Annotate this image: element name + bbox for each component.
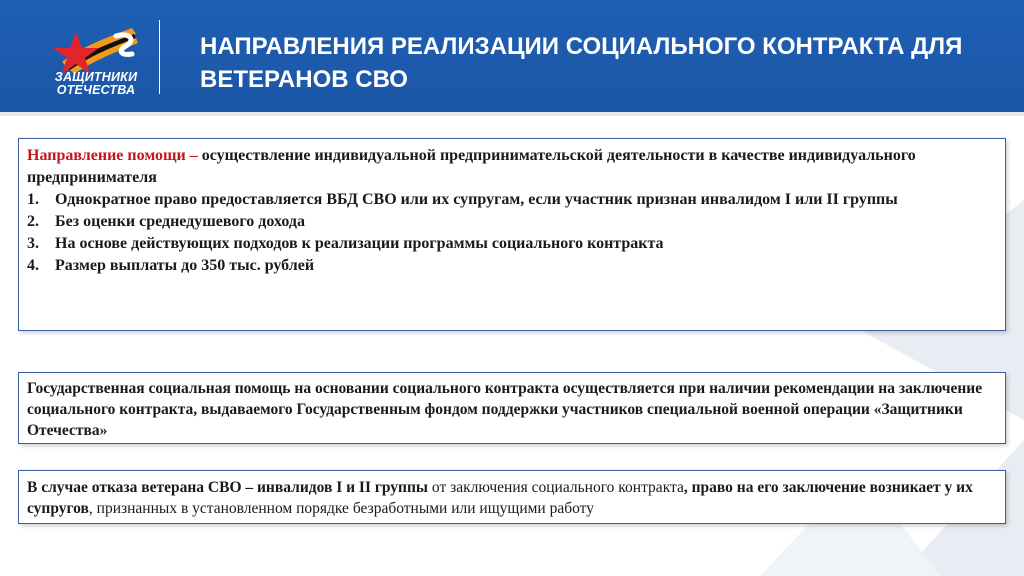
list-item — [27, 255, 997, 277]
list-item-number: 3. — [27, 235, 39, 252]
state-assistance-text: Государственная социальная помощь на основании социального контракта осуществляется при наличии рекомендации на заключение социального контракта, выдаваемого Государственным фондом поддержки участников специальной военной операции «Защитники Отечества» — [27, 380, 983, 439]
assistance-direction-lead — [27, 145, 997, 189]
logo-line-2: ОТЕЧЕСТВА — [56, 83, 136, 97]
list-item — [27, 233, 997, 255]
state-assistance-box — [18, 372, 1006, 444]
list-item — [27, 189, 997, 211]
title-line-1: НАПРАВЛЕНИЯ РЕАЛИЗАЦИИ СОЦИАЛЬНОГО КОНТРАКТА ДЛЯ — [200, 33, 963, 60]
list-item-number: 2. — [27, 213, 39, 230]
list-item-number: 1. — [27, 191, 39, 208]
refusal-part-3: , право на его заключение возникает у их супругов — [27, 479, 973, 517]
list-item-number: 4. — [27, 257, 39, 274]
logo-line-1: ЗАЩИТНИКИ — [54, 70, 138, 84]
refusal-case-box — [18, 470, 1006, 524]
list-item-text: Без оценки среднедушевого дохода — [55, 213, 305, 230]
header-divider — [159, 20, 160, 94]
list-item — [27, 211, 997, 233]
conditions-list — [27, 189, 997, 277]
refusal-part-4: , признанных в установленном порядке безработными или ищущими работу — [88, 500, 594, 517]
refusal-part-2: от заключения социального контракта — [428, 479, 684, 496]
page-title — [200, 30, 1000, 96]
list-item-text: На основе действующих подходов к реализации программы социального контракта — [55, 235, 664, 252]
refusal-part-1: В случае отказа ветерана СВО – инвалидов I и II группы — [27, 479, 429, 496]
refusal-case-text — [27, 477, 997, 519]
assistance-direction-box — [18, 138, 1006, 331]
list-item-text: Размер выплаты до 350 тыс. рублей — [55, 257, 315, 274]
header-stripe — [0, 112, 1024, 116]
logo-wordmark — [38, 71, 154, 97]
title-line-2: ВЕТЕРАНОВ СВО — [200, 66, 408, 93]
lead-accent: Направление помощи – — [27, 147, 198, 164]
list-item-text: Однократное право предоставляется ВБД СВО или их супругам, если участник признан инвалидом I или II группы — [55, 191, 898, 208]
lead-text: осуществление индивидуальной предпринимательской деятельности в качестве индивидуального предпринимателя — [27, 147, 916, 186]
